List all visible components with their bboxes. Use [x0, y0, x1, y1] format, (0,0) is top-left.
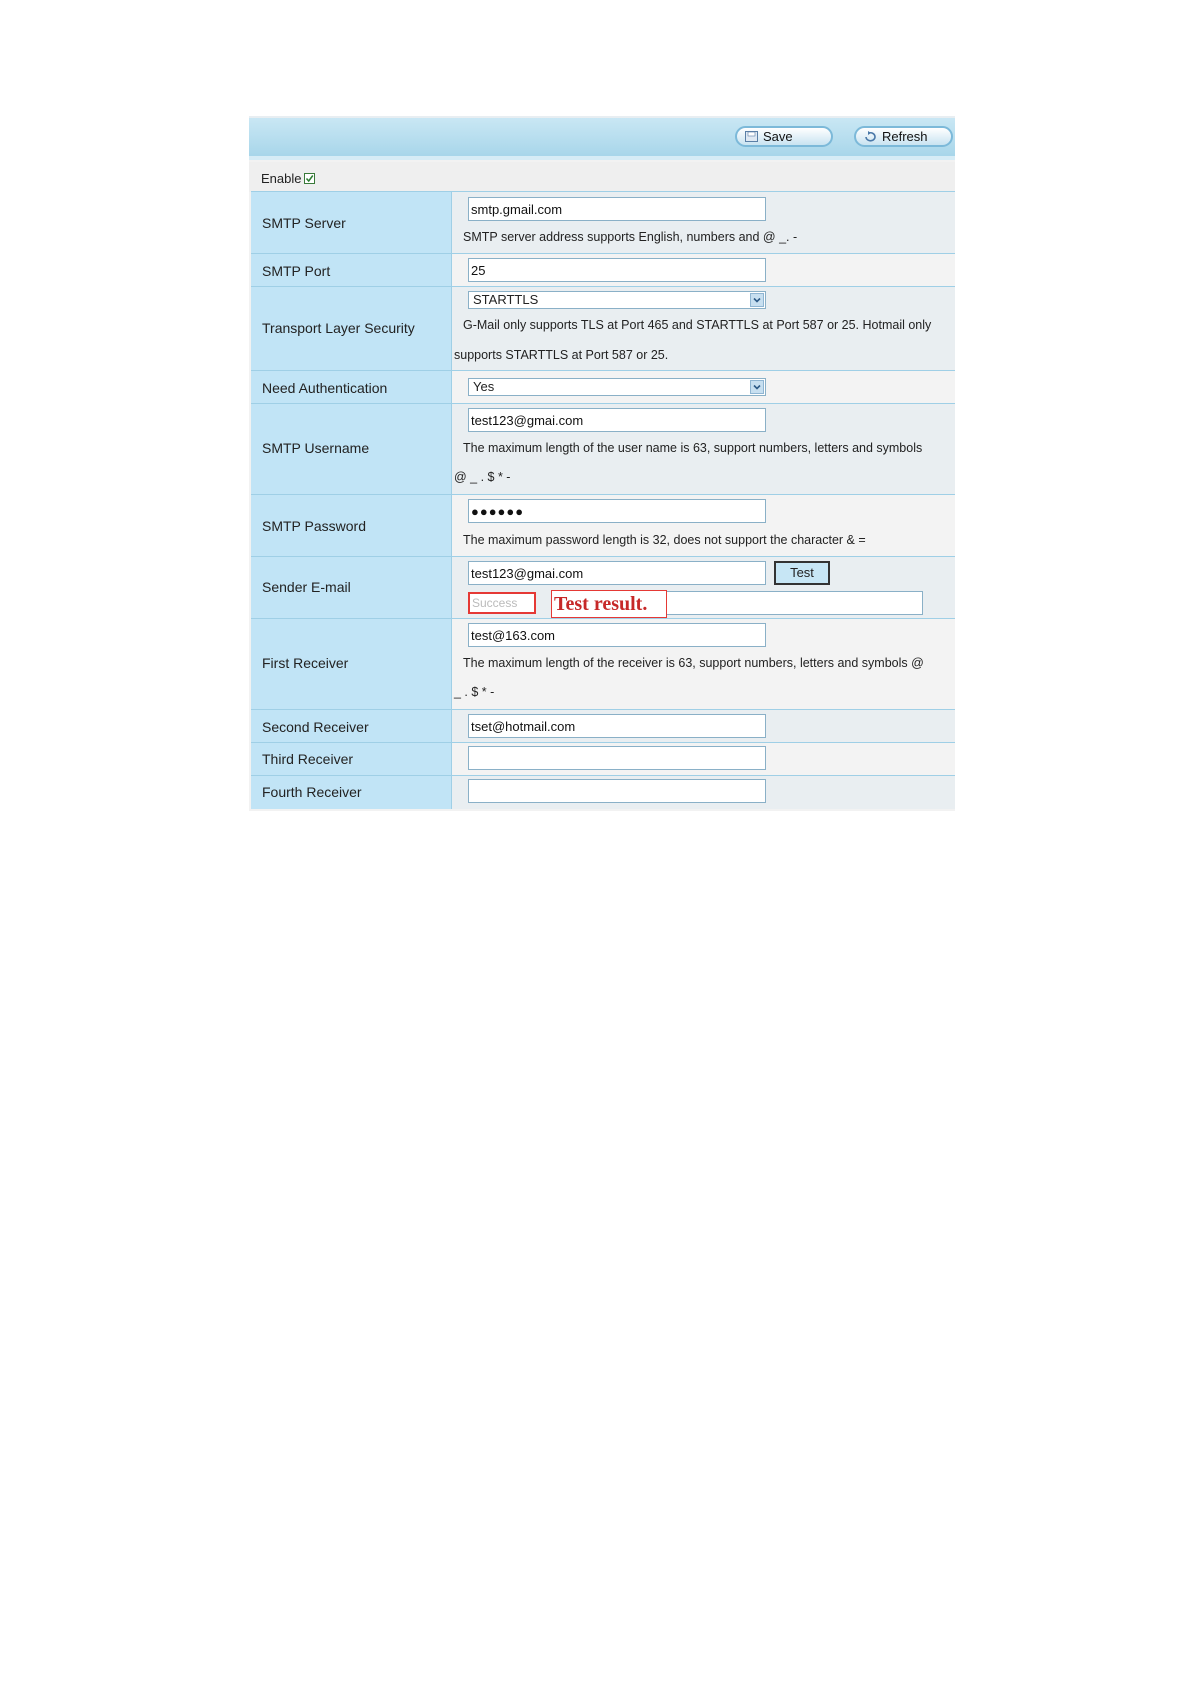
save-label: Save [763, 129, 793, 144]
smtp-username-row [251, 403, 955, 494]
third-receiver-label: Third Receiver [262, 751, 354, 767]
test-status-field: Success [468, 592, 536, 614]
save-icon [745, 131, 758, 142]
fourth-receiver-input[interactable] [468, 779, 766, 803]
fourth-receiver-label: Fourth Receiver [262, 784, 362, 800]
smtp-server-label: SMTP Server [262, 215, 346, 231]
third-receiver-row [251, 742, 955, 775]
smtp-password-hint: The maximum password length is 32, does not support the character & = [463, 533, 866, 547]
sender-email-label: Sender E-mail [262, 579, 351, 595]
enable-row [249, 162, 955, 192]
smtp-username-input[interactable] [468, 408, 766, 432]
second-receiver-input[interactable] [468, 714, 766, 738]
refresh-label: Refresh [882, 129, 928, 144]
smtp-username-label: SMTP Username [262, 440, 370, 456]
chevron-down-icon [750, 293, 764, 307]
smtp-username-hint-line2: @ _ . $ * - [454, 470, 511, 484]
tls-row [251, 286, 955, 370]
refresh-icon [864, 131, 877, 142]
second-receiver-label: Second Receiver [262, 719, 369, 735]
smtp-port-input[interactable] [468, 258, 766, 282]
chevron-down-icon [750, 380, 764, 394]
sender-email-row [251, 556, 955, 618]
first-receiver-hint-line1: The maximum length of the receiver is 63, support numbers, letters and symbols @ [463, 656, 924, 670]
first-receiver-row [251, 618, 955, 709]
smtp-password-row [251, 494, 955, 556]
tls-selected: STARTTLS [473, 292, 539, 307]
test-result-field [665, 591, 923, 615]
refresh-button[interactable] [854, 126, 953, 147]
sender-email-input[interactable] [468, 561, 766, 585]
tls-label: Transport Layer Security [262, 320, 415, 336]
smtp-server-hint: SMTP server address supports English, numbers and @ _. - [463, 230, 798, 244]
tls-hint-line1: G-Mail only supports TLS at Port 465 and STARTTLS at Port 587 or 25. Hotmail only [463, 318, 932, 332]
tls-hint-line2: supports STARTTLS at Port 587 or 25. [454, 348, 669, 362]
need-auth-select[interactable] [468, 378, 766, 396]
smtp-server-row [251, 191, 955, 253]
test-button[interactable]: Test [774, 561, 830, 585]
need-auth-label: Need Authentication [262, 380, 388, 396]
save-button[interactable] [735, 126, 833, 147]
test-result-callout: Test result. [551, 590, 667, 618]
second-receiver-row [251, 709, 955, 742]
smtp-password-label: SMTP Password [262, 518, 366, 534]
mail-settings-panel [249, 116, 955, 811]
first-receiver-input[interactable] [468, 623, 766, 647]
smtp-server-input[interactable] [468, 197, 766, 221]
first-receiver-label: First Receiver [262, 655, 349, 671]
fourth-receiver-row [251, 775, 955, 809]
smtp-port-row [251, 253, 955, 286]
third-receiver-input[interactable] [468, 746, 766, 770]
need-auth-selected: Yes [473, 379, 495, 394]
toolbar [249, 118, 955, 160]
tls-select[interactable] [468, 291, 766, 309]
smtp-username-hint-line1: The maximum length of the user name is 63, support numbers, letters and symbols [463, 441, 923, 455]
enable-checkbox[interactable] [304, 173, 315, 184]
smtp-port-label: SMTP Port [262, 263, 331, 279]
checkmark-icon [305, 174, 314, 183]
first-receiver-hint-line2: _ . $ * - [454, 685, 495, 699]
enable-label: Enable [261, 171, 302, 186]
smtp-password-input[interactable] [468, 499, 766, 523]
need-auth-row [251, 370, 955, 403]
